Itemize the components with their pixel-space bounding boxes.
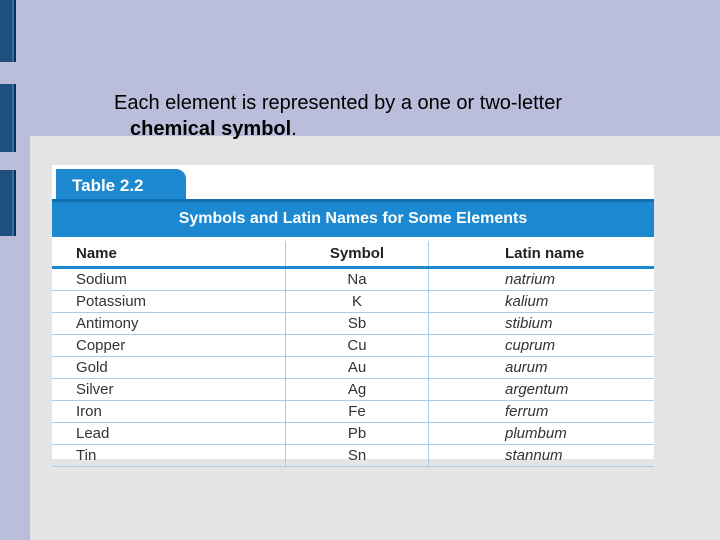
slide-caption <box>114 90 704 142</box>
decorative-bar <box>0 0 16 62</box>
cell-latin-name: natrium <box>429 268 655 291</box>
table-row <box>52 423 654 445</box>
caption-period: . <box>291 118 297 140</box>
column-header-symbol: Symbol <box>286 241 429 268</box>
cell-name: Gold <box>52 357 286 379</box>
cell-symbol: K <box>286 291 429 313</box>
cell-latin-name: ferrum <box>429 401 655 423</box>
table-row <box>52 445 654 467</box>
cell-symbol: Na <box>286 268 429 291</box>
table-row <box>52 291 654 313</box>
table-row <box>52 401 654 423</box>
table-row <box>52 313 654 335</box>
cell-latin-name: argentum <box>429 379 655 401</box>
cell-symbol: Au <box>286 357 429 379</box>
cell-latin-name: aurum <box>429 357 655 379</box>
column-header-name: Name <box>52 241 286 268</box>
table-title: Symbols and Latin Names for Some Elements <box>52 199 654 237</box>
cell-symbol: Sb <box>286 313 429 335</box>
cell-symbol: Sn <box>286 445 429 467</box>
cell-name: Sodium <box>52 268 286 291</box>
cell-symbol: Fe <box>286 401 429 423</box>
caption-bold-term: chemical symbol <box>130 118 292 140</box>
cell-symbol: Pb <box>286 423 429 445</box>
cell-symbol: Cu <box>286 335 429 357</box>
cell-latin-name: cuprum <box>429 335 655 357</box>
cell-latin-name: stannum <box>429 445 655 467</box>
table-row <box>52 379 654 401</box>
table-tab-label: Table 2.2 <box>56 169 186 203</box>
cell-name: Copper <box>52 335 286 357</box>
cell-name: Antimony <box>52 313 286 335</box>
decorative-bar <box>0 170 16 236</box>
cell-name: Silver <box>52 379 286 401</box>
table-header-row <box>52 241 654 268</box>
table-row <box>52 357 654 379</box>
table-figure <box>52 165 654 464</box>
table-row <box>52 268 654 291</box>
cell-name: Iron <box>52 401 286 423</box>
decorative-bar <box>0 84 16 152</box>
cell-name: Potassium <box>52 291 286 313</box>
caption-line-1: Each element is represented by a one or two-letter <box>114 92 563 114</box>
cell-latin-name: stibium <box>429 313 655 335</box>
caption-line-2 <box>114 116 704 142</box>
cell-name: Tin <box>52 445 286 467</box>
cell-latin-name: kalium <box>429 291 655 313</box>
cell-name: Lead <box>52 423 286 445</box>
cell-latin-name: plumbum <box>429 423 655 445</box>
cell-symbol: Ag <box>286 379 429 401</box>
column-header-latin-name: Latin name <box>429 241 655 268</box>
table-row <box>52 335 654 357</box>
elements-table <box>52 241 654 467</box>
